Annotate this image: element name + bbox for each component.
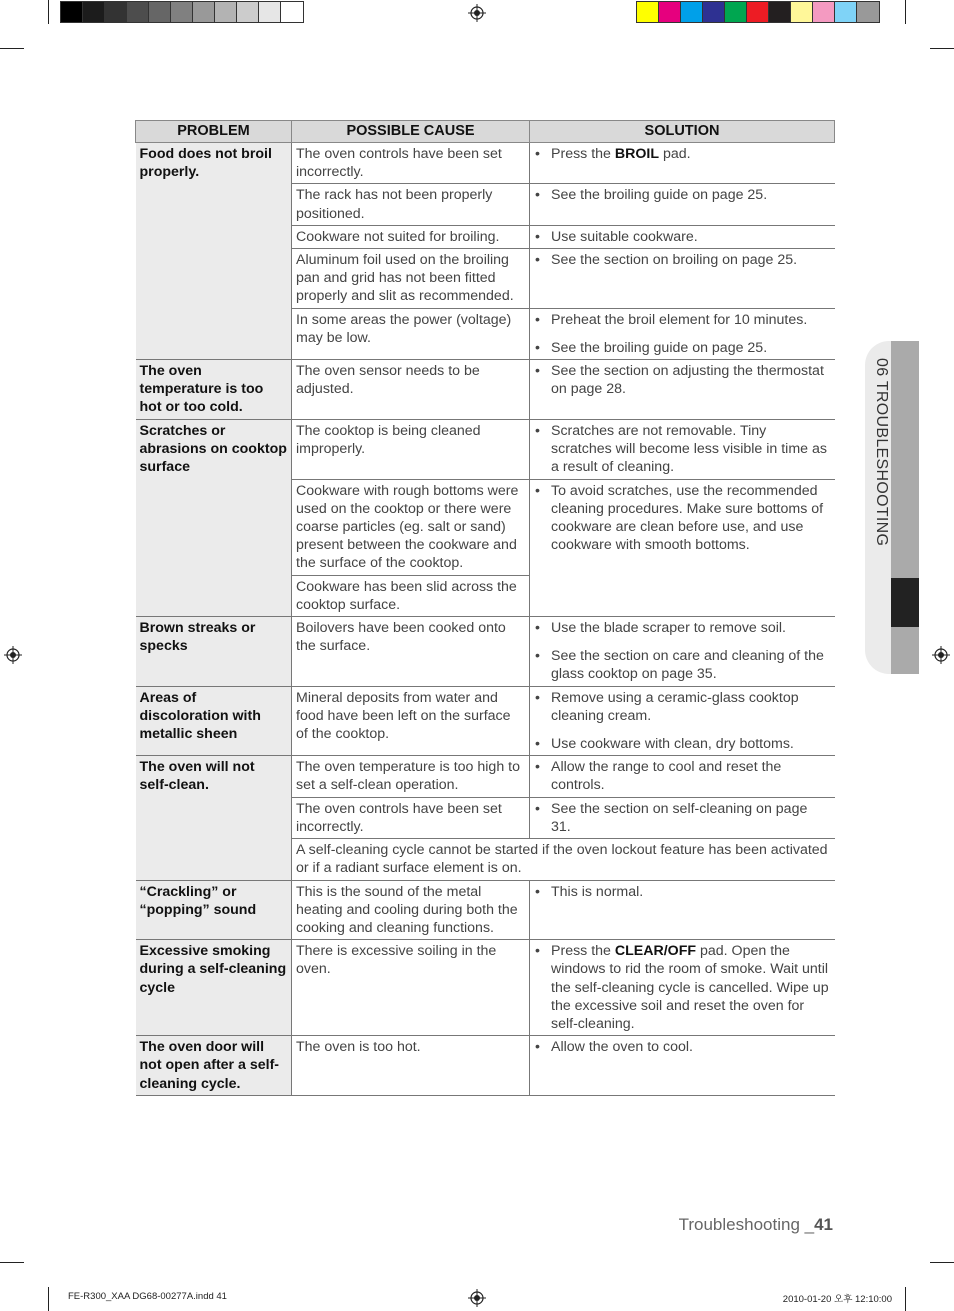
registration-mark-icon	[4, 646, 22, 664]
color-swatch	[659, 2, 681, 22]
crop-mark	[930, 48, 954, 49]
solution-cell: • See the section on self-cleaning on page 31.	[530, 797, 835, 838]
table-row	[136, 1036, 835, 1096]
gray-swatch	[171, 2, 193, 22]
crop-mark	[0, 1262, 24, 1263]
troubleshooting-table	[135, 120, 835, 1096]
table-row	[136, 880, 835, 940]
table-row	[136, 617, 835, 687]
solution-cell: • Use the blade scraper to remove soil. • See the section on care and cleaning of the glass cooktop on page 35.	[530, 617, 835, 687]
solution-cell: • See the section on broiling on page 25.	[530, 249, 835, 309]
gray-swatch	[259, 2, 281, 22]
problem-cell: Brown streaks or specks	[136, 617, 292, 687]
cause-cell: The rack has not been properly positioned.	[292, 184, 530, 225]
cause-cell: The oven sensor needs to be adjusted.	[292, 360, 530, 420]
cause-cell: Cookware has been slid across the cooktop surface.	[292, 575, 530, 616]
table-row	[136, 940, 835, 1036]
problem-cell: “Crackling” or “popping” sound	[136, 880, 292, 940]
header-problem: PROBLEM	[136, 121, 292, 143]
solution-cell: • Remove using a ceramic-glass cooktop cleaning cream. • Use cookware with clean, dry bottoms.	[530, 686, 835, 756]
solution-cell: • Press the CLEAR/OFF pad. Open the windows to rid the room of smoke. Wait until the self-cleaning cycle is cancelled. Wipe up the excessive soil and reset the oven for self-cleaning.	[530, 940, 835, 1036]
solution-cell: • Scratches are not removable. Tiny scratches will become less visible in time as a result of cleaning.	[530, 419, 835, 479]
cause-cell: The oven is too hot.	[292, 1036, 530, 1096]
cause-cell: The cooktop is being cleaned improperly.	[292, 419, 530, 479]
section-tab-label: 06 TROUBLESHOOTING	[873, 358, 890, 547]
crop-mark	[48, 1287, 49, 1311]
table-row	[136, 143, 835, 184]
print-slug-file: FE-R300_XAA DG68-00277A.indd 41	[68, 1291, 227, 1302]
color-swatch	[703, 2, 725, 22]
solution-cell: • See the broiling guide on page 25.	[530, 184, 835, 225]
problem-cell: Food does not broil properly.	[136, 143, 292, 360]
cause-cell: This is the sound of the metal heating and cooling during both the cooking and cleaning functions.	[292, 880, 530, 940]
cause-cell: The oven temperature is too high to set a self-clean operation.	[292, 756, 530, 797]
crop-mark	[930, 1262, 954, 1263]
gray-swatch	[83, 2, 105, 22]
color-swatch	[791, 2, 813, 22]
color-swatch	[637, 2, 659, 22]
table-header-row	[136, 121, 835, 143]
gray-swatch	[61, 2, 83, 22]
registration-mark-icon	[932, 646, 950, 664]
cause-cell: In some areas the power (voltage) may be low.	[292, 308, 530, 359]
header-solution: SOLUTION	[530, 121, 835, 143]
page-number: 41	[814, 1215, 833, 1234]
side-tab-marker	[891, 578, 919, 627]
page-footer	[679, 1215, 833, 1235]
gray-swatch	[149, 2, 171, 22]
table-row	[136, 686, 835, 756]
color-swatch	[813, 2, 835, 22]
problem-cell: Excessive smoking during a self-cleaning cycle	[136, 940, 292, 1036]
solution-cell: • See the section on adjusting the thermostat on page 28.	[530, 360, 835, 420]
table-row	[136, 360, 835, 420]
crop-mark	[905, 1287, 906, 1311]
solution-cell: • To avoid scratches, use the recommended cleaning procedures. Make sure bottoms of cookware are clean before use, and use cookware with smooth bottoms.	[530, 479, 835, 616]
gray-swatch	[127, 2, 149, 22]
color-swatch	[725, 2, 747, 22]
header-cause: POSSIBLE CAUSE	[292, 121, 530, 143]
problem-cell: Areas of discoloration with metallic sheen	[136, 686, 292, 756]
crop-mark	[48, 0, 49, 24]
solution-cell: • Press the BROIL pad.	[530, 143, 835, 184]
gray-swatch	[193, 2, 215, 22]
solution-cell: • This is normal.	[530, 880, 835, 940]
cause-cell: Boilovers have been cooked onto the surface.	[292, 617, 530, 687]
color-swatch	[835, 2, 857, 22]
gray-swatch	[281, 2, 303, 22]
cause-cell: Cookware not suited for broiling.	[292, 225, 530, 248]
registration-mark-icon	[468, 1289, 486, 1307]
problem-cell: The oven will not self-clean.	[136, 756, 292, 880]
solution-cell: • Preheat the broil element for 10 minutes. • See the broiling guide on page 25.	[530, 308, 835, 359]
color-swatch	[681, 2, 703, 22]
gray-swatch	[237, 2, 259, 22]
gray-swatch	[105, 2, 127, 22]
problem-cell: The oven door will not open after a self-cleaning cycle.	[136, 1036, 292, 1096]
table-row	[136, 756, 835, 797]
cause-cell: Mineral deposits from water and food have been left on the surface of the cooktop.	[292, 686, 530, 756]
cause-cell: Cookware with rough bottoms were used on the cooktop or there were coarse particles (eg. salt or sand) present between the cookware and the surface of the cooktop.	[292, 479, 530, 575]
problem-cell: Scratches or abrasions on cooktop surface	[136, 419, 292, 616]
cause-cell: There is excessive soiling in the oven.	[292, 940, 530, 1036]
color-swatch	[857, 2, 879, 22]
note-cell: A self-cleaning cycle cannot be started if the oven lockout feature has been activated or if a radiant surface element is on.	[292, 839, 835, 880]
gray-swatch	[215, 2, 237, 22]
solution-cell: • Allow the range to cool and reset the controls.	[530, 756, 835, 797]
cause-cell: The oven controls have been set incorrectly.	[292, 143, 530, 184]
grayscale-color-bar	[60, 1, 304, 23]
process-color-bar	[636, 1, 880, 23]
cause-cell: Aluminum foil used on the broiling pan and grid has not been fitted properly and slit as recommended.	[292, 249, 530, 309]
color-swatch	[747, 2, 769, 22]
table-row	[136, 419, 835, 479]
crop-mark	[0, 48, 24, 49]
cause-cell: The oven controls have been set incorrectly.	[292, 797, 530, 838]
problem-cell: The oven temperature is too hot or too cold.	[136, 360, 292, 420]
solution-cell: • Use suitable cookware.	[530, 225, 835, 248]
solution-cell: • Allow the oven to cool.	[530, 1036, 835, 1096]
color-swatch	[769, 2, 791, 22]
crop-mark	[905, 0, 906, 24]
print-slug-date: 2010-01-20 오후 12:10:00	[782, 1294, 892, 1305]
registration-mark-icon	[468, 4, 486, 22]
footer-section: Troubleshooting _	[678, 1215, 815, 1234]
